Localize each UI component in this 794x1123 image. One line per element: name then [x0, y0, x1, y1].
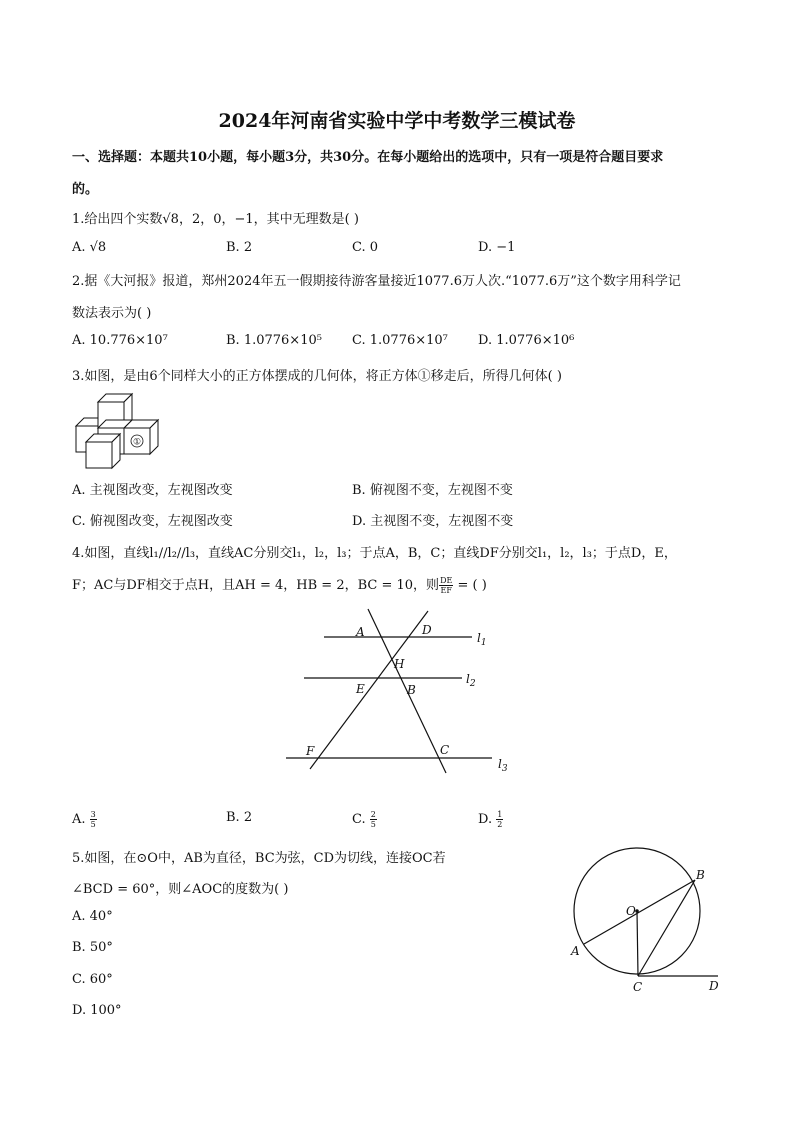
q3-option-d: D. 主视图不变，左视图不变	[352, 514, 514, 529]
q1-option-b: B. 2	[226, 240, 253, 255]
q2-option-b: B. 1.0776×10⁵	[226, 333, 322, 348]
cube-mark-label: ①	[132, 437, 142, 448]
q5-option-d: D. 100°	[72, 1003, 122, 1018]
q2-option-c: C. 1.0776×10⁷	[352, 333, 448, 348]
label-o: O	[626, 904, 636, 918]
segment-oc	[637, 911, 638, 976]
q4-stem-line2-pre: F；AC与DF相交于点H，且AH = 4，HB = 2，BC = 10，则	[72, 578, 440, 593]
label-c: C	[440, 743, 450, 757]
q3-option-b: B. 俯视图不变，左视图不变	[352, 483, 513, 498]
q5-stem-line1: 5.如图，在⊙O中，AB为直径，BC为弦，CD为切线，连接OC若	[72, 851, 446, 866]
parallel-lines-figure	[280, 605, 520, 775]
label-a: A	[571, 944, 580, 958]
q1-option-c: C. 0	[352, 240, 379, 255]
circle-figure	[560, 840, 740, 1000]
q1-option-d: D. −1	[478, 240, 516, 255]
q3-option-a: A. 主视图改变，左视图改变	[72, 483, 233, 498]
q4-option-c: C. $\frac{2}{5}$	[352, 810, 376, 829]
label-d: D	[422, 623, 432, 637]
q1-option-a: A. √8	[72, 240, 107, 255]
label-l1: $l_1$	[477, 631, 487, 648]
q2-option-d: D. 1.0776×10⁶	[478, 333, 575, 348]
q3-stem: 3.如图，是由6个同样大小的正方体摆成的几何体，将正方体①移走后，所得几何体( )	[72, 369, 562, 384]
label-l3: $l_3$	[498, 757, 508, 774]
q4-stem-line2	[72, 574, 487, 595]
label-b: B	[696, 868, 705, 882]
q4-option-a: A. $\frac{3}{5}$	[72, 810, 96, 829]
label-f: F	[306, 744, 315, 758]
q5-option-b: B. 50°	[72, 940, 113, 955]
q5-option-c: C. 60°	[72, 972, 113, 987]
label-e: E	[356, 682, 365, 696]
q2-stem-line1: 2.据《大河报》报道，郑州2024年五一假期接待游客量接近1077.6万人次.“1077.6万”这个数字用科学记	[72, 274, 681, 289]
fraction-denominator: EF	[440, 586, 452, 595]
label-l2: $l_2$	[466, 672, 476, 689]
chord-bc	[638, 880, 695, 976]
fraction-numerator: DE	[440, 576, 453, 585]
section-heading: 一、选择题：本题共10小题，每小题3分，共30分。在每小题给出的选项中，只有一项是符合题目要求	[72, 150, 664, 165]
label-a: A	[356, 625, 365, 639]
q4-option-b: B. 2	[226, 810, 253, 825]
label-b: B	[407, 683, 416, 697]
q2-option-a: A. 10.776×10⁷	[72, 333, 168, 348]
q4-option-d: D. $\frac{1}{2}$	[478, 810, 503, 829]
q4-stem-line2-post: = ( )	[453, 578, 487, 593]
q5-stem-line2: ∠BCD = 60°，则∠AOC的度数为( )	[72, 882, 289, 897]
section-heading-cont: 的。	[72, 182, 99, 197]
page-title: 2024年河南省实验中学中考数学三模试卷	[218, 110, 576, 132]
cube-figure	[72, 392, 164, 470]
diameter-ab	[584, 880, 695, 944]
q5-option-a: A. 40°	[72, 909, 113, 924]
q2-stem-line2: 数法表示为( )	[72, 306, 152, 321]
label-c: C	[633, 980, 643, 994]
q4-stem-fraction	[439, 576, 453, 595]
label-d: D	[709, 979, 719, 993]
q1-stem: 1.给出四个实数√8，2，0，−1，其中无理数是( )	[72, 212, 359, 227]
q3-option-c: C. 俯视图改变，左视图改变	[72, 514, 233, 529]
label-h: H	[394, 657, 405, 671]
q4-stem-line1: 4.如图，直线l₁//l₂//l₃，直线AC分别交l₁，l₂，l₃；于点A，B，C；直线DF分别交l₁，l₂，l₃；于点D，E，	[72, 546, 677, 561]
